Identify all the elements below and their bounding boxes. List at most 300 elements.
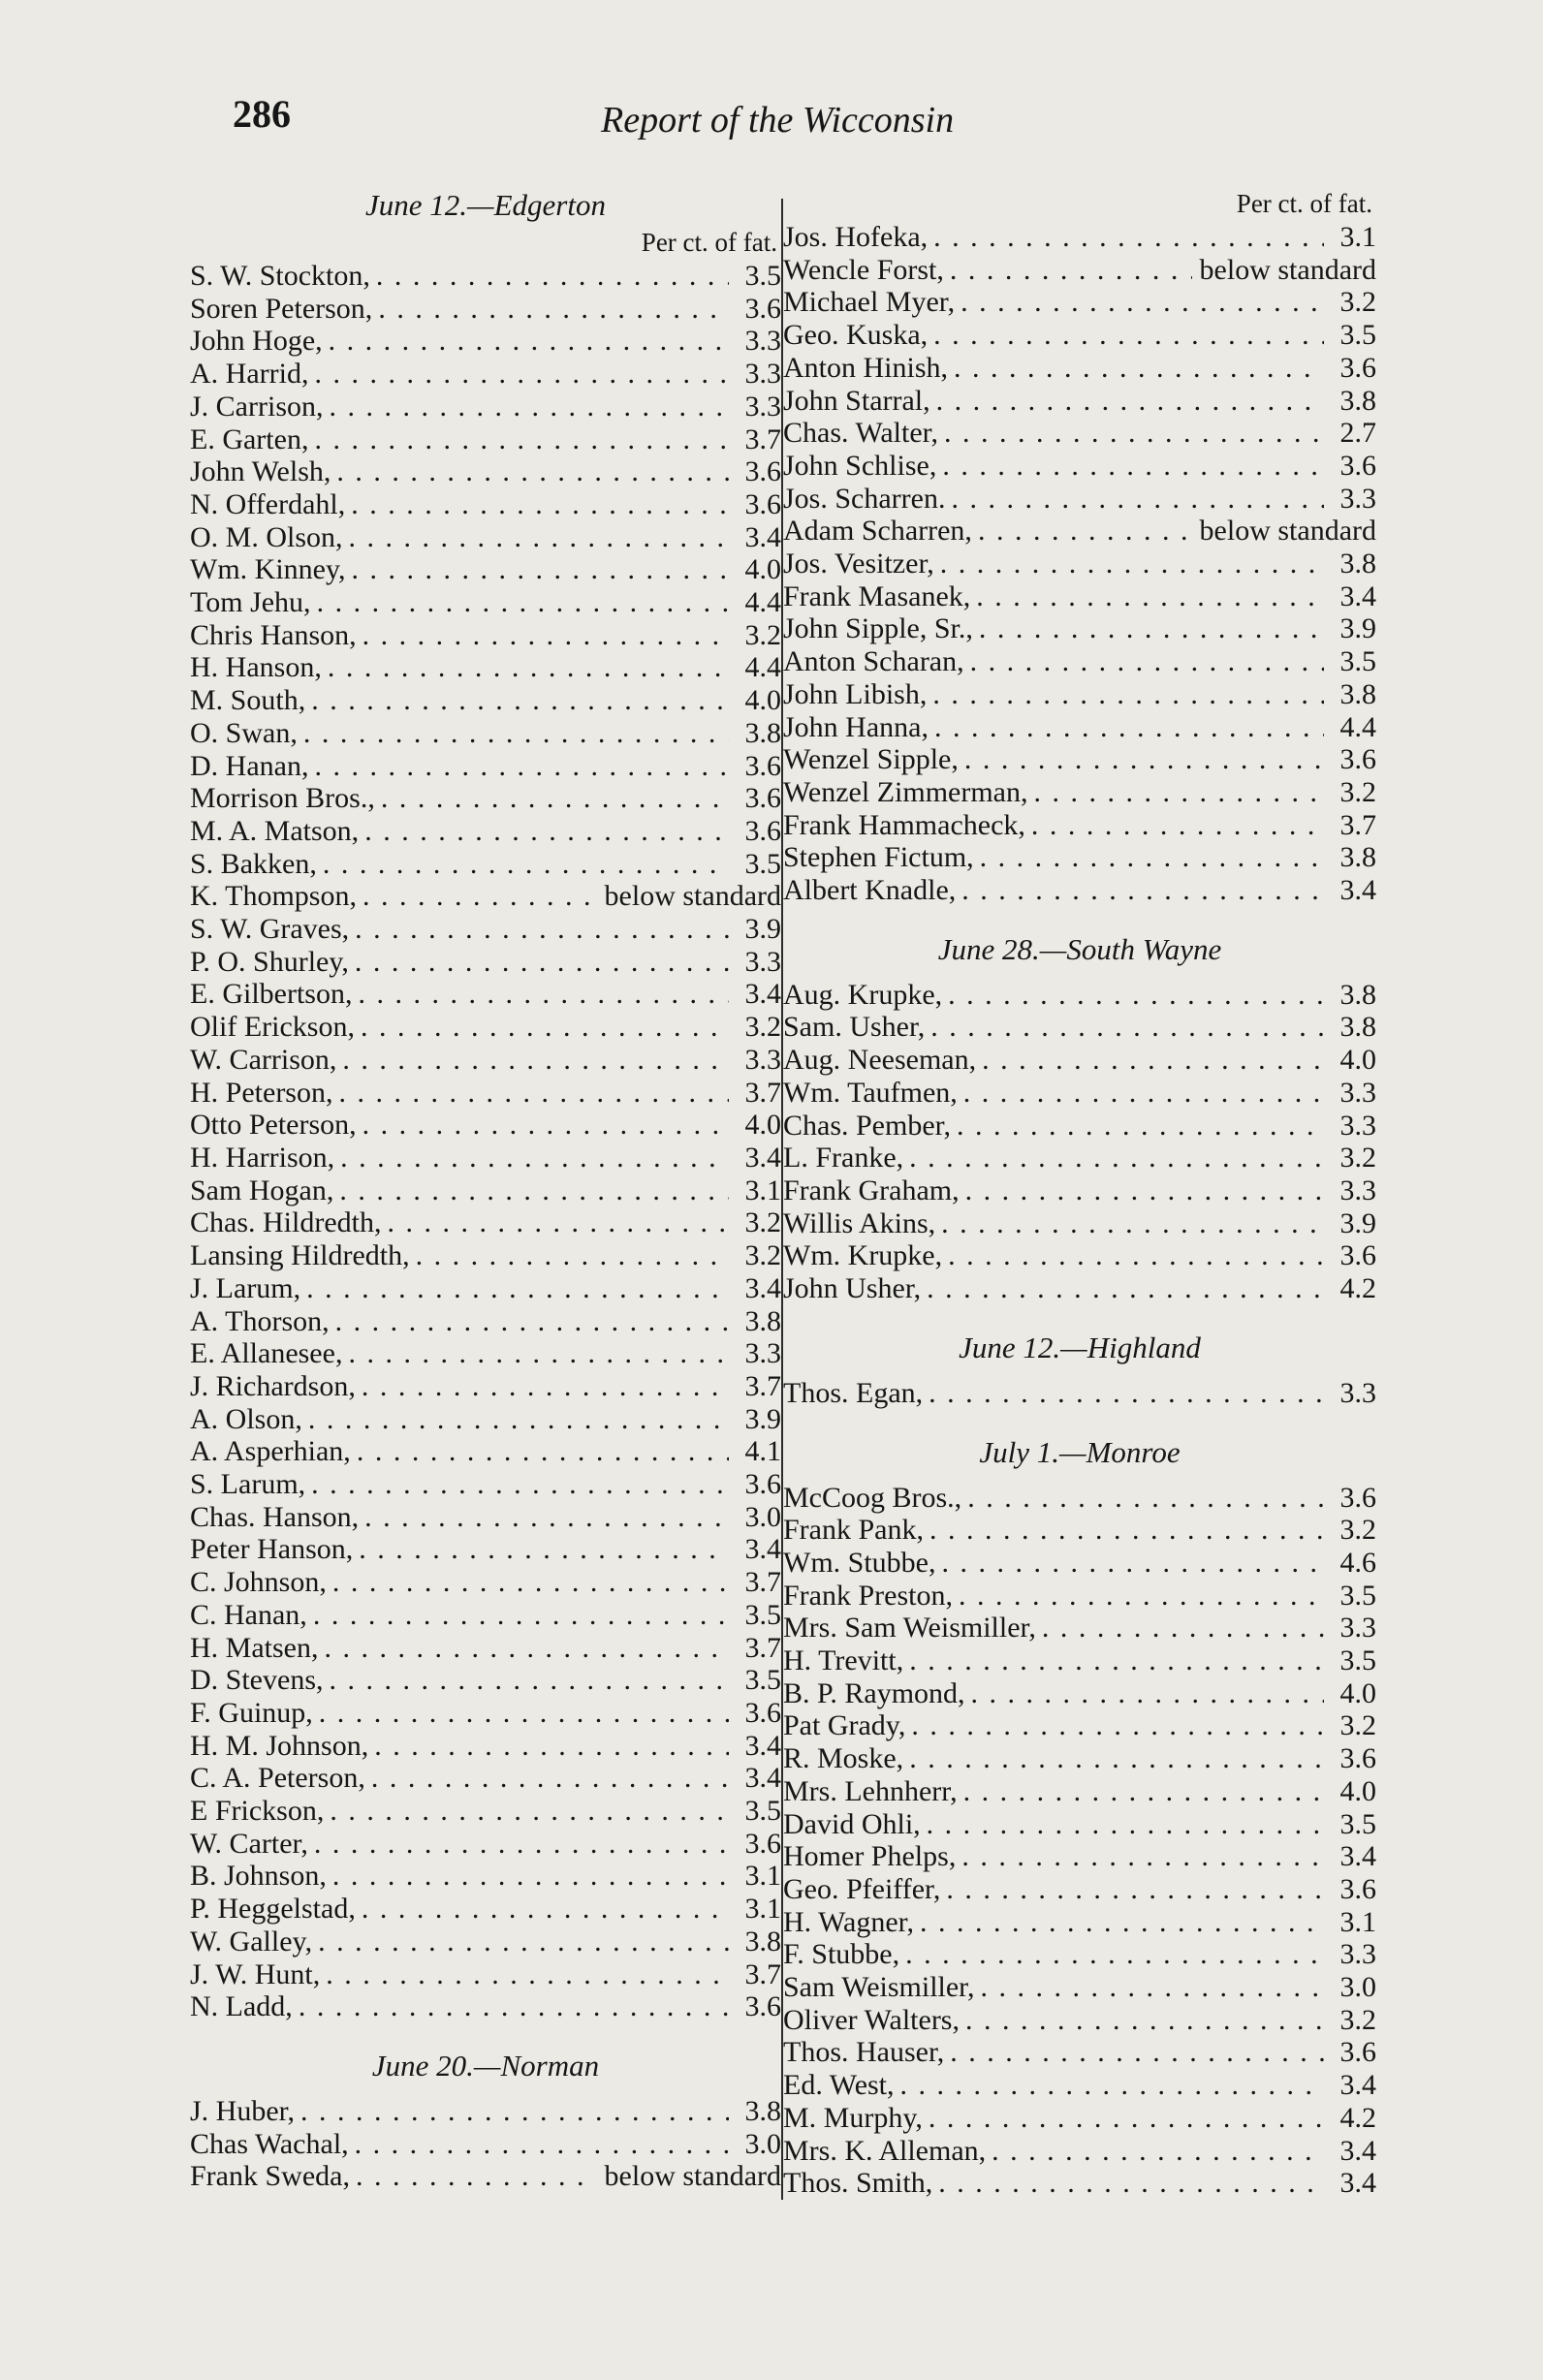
- dot-leader: [963, 1775, 1324, 1808]
- patron-name: O. M. Olson,: [190, 520, 343, 553]
- dot-leader: [376, 260, 729, 293]
- section: [783, 1433, 1376, 2200]
- dot-leader: [934, 711, 1324, 744]
- dot-leader: [1042, 1612, 1324, 1644]
- entry-row: [190, 488, 781, 521]
- dot-leader: [957, 1110, 1324, 1143]
- fat-percent-value: 3.4: [1339, 1840, 1376, 1873]
- fat-percent-value: 3.6: [1339, 351, 1376, 384]
- fat-percent-value: 3.7: [744, 1076, 781, 1109]
- entry-row: [190, 1468, 781, 1501]
- section-title: June 12.—Highland: [959, 1330, 1201, 1364]
- fat-percent-value: 3.3: [744, 358, 781, 391]
- fat-percent-value: 3.8: [1339, 841, 1376, 874]
- fat-percent-value: 4.0: [744, 1109, 781, 1142]
- patron-name: Chas. Pember,: [783, 1109, 951, 1142]
- entry-row: [783, 1077, 1376, 1110]
- dot-leader: [359, 1533, 729, 1566]
- patron-name: Michael Myer,: [783, 286, 956, 319]
- patron-name: C. Hanan,: [190, 1598, 307, 1631]
- entry-row: [190, 1632, 781, 1665]
- fat-percent-value: 3.2: [1339, 2003, 1376, 2036]
- dot-leader: [371, 1762, 729, 1795]
- fat-percent-value: 4.0: [1339, 1044, 1376, 1077]
- fat-percent-value: 3.6: [744, 782, 781, 815]
- entry-row: [783, 1377, 1376, 1410]
- patron-name: Thos. Egan,: [783, 1376, 924, 1409]
- entry-row: [783, 743, 1376, 776]
- dot-leader: [339, 1174, 729, 1207]
- fat-percent-value: 3.2: [744, 1239, 781, 1272]
- patron-name: Thos. Smith,: [783, 2167, 933, 2200]
- patron-name: H. Wagner,: [783, 1905, 914, 1938]
- patron-name: Pat Grady,: [783, 1709, 906, 1742]
- fat-percent-value: 3.3: [744, 325, 781, 358]
- fat-percent-value: below standard: [1199, 253, 1376, 286]
- dot-leader: [936, 385, 1324, 418]
- patron-name: Jos. Scharren.: [783, 482, 946, 515]
- dot-leader: [1031, 809, 1324, 842]
- patron-name: John Starral,: [783, 384, 930, 417]
- entry-row: [783, 1272, 1376, 1305]
- dot-leader: [959, 1580, 1324, 1613]
- patron-name: Wm. Krupke,: [783, 1239, 943, 1272]
- dot-leader: [965, 2004, 1324, 2037]
- entry-row: [190, 358, 781, 391]
- section-title: July 1.—Monroe: [979, 1434, 1181, 1469]
- dot-leader: [971, 1677, 1324, 1710]
- patron-name: J. Richardson,: [190, 1369, 356, 1402]
- dot-leader: [308, 1403, 729, 1436]
- entry-row: [190, 521, 781, 554]
- entry-row: [190, 1011, 781, 1044]
- entry-row: [783, 548, 1376, 580]
- entry-row: [783, 809, 1376, 842]
- patron-name: S. W. Graves,: [190, 913, 350, 946]
- fat-percent-value: 3.5: [744, 1795, 781, 1828]
- patron-name: D. Hanan,: [190, 749, 309, 782]
- fat-percent-value: 3.4: [744, 1533, 781, 1566]
- entry-row: [190, 1828, 781, 1861]
- patron-name: L. Franke,: [783, 1142, 904, 1174]
- dot-leader: [976, 580, 1324, 613]
- dot-leader: [338, 1077, 729, 1110]
- fat-percent-value: 3.7: [1339, 808, 1376, 841]
- patron-name: D. Stevens,: [190, 1664, 324, 1697]
- patron-name: W. Galley,: [190, 1925, 313, 1957]
- dot-leader: [927, 1272, 1324, 1305]
- dot-leader: [930, 1011, 1324, 1044]
- patron-name: Homer Phelps,: [783, 1840, 957, 1873]
- entry-row: [190, 1142, 781, 1174]
- dot-leader: [299, 1990, 729, 2023]
- entry-row: [783, 254, 1376, 287]
- dot-leader: [330, 391, 730, 423]
- patron-name: J. Carrison,: [190, 390, 324, 423]
- section-title: June 20.—Norman: [371, 2048, 600, 2082]
- patron-name: Wencle Forst,: [783, 253, 944, 286]
- dot-leader: [920, 1906, 1324, 1939]
- patron-name: Geo. Pfeiffer,: [783, 1872, 941, 1905]
- patron-name: H. Trevitt,: [783, 1644, 904, 1677]
- patron-name: Chas. Hanson,: [190, 1500, 360, 1533]
- patron-name: Frank Hammacheck,: [783, 808, 1025, 841]
- entry-row: [783, 1906, 1376, 1939]
- patron-name: J. Huber,: [190, 2094, 295, 2127]
- fat-percent-value: 3.0: [1339, 1971, 1376, 2004]
- fat-percent-value: 3.6: [744, 292, 781, 325]
- dot-leader: [938, 2167, 1324, 2200]
- patron-name: Adam Scharren,: [783, 515, 972, 548]
- dot-leader: [900, 2069, 1324, 2102]
- page-header: [0, 91, 1543, 149]
- patron-name: Frank Pank,: [783, 1514, 924, 1547]
- fat-percent-value: 3.2: [1339, 1709, 1376, 1742]
- patron-name: E. Gilbertson,: [190, 978, 353, 1011]
- dot-leader: [946, 1873, 1324, 1906]
- fat-percent-value: 3.3: [744, 945, 781, 978]
- fat-percent-value: 3.1: [744, 1174, 781, 1206]
- section: [783, 930, 1376, 1305]
- entry-row: [190, 1533, 781, 1566]
- patron-name: Olif Erickson,: [190, 1011, 355, 1044]
- patron-name: Wenzel Zimmerman,: [783, 775, 1028, 808]
- fat-percent-value: 3.4: [744, 520, 781, 553]
- dot-leader: [942, 450, 1324, 483]
- entry-row: [190, 978, 781, 1011]
- entry-row: [190, 815, 781, 848]
- dot-leader: [357, 1435, 729, 1468]
- fat-percent-value: 3.5: [1339, 1807, 1376, 1840]
- entry-row: [783, 2069, 1376, 2102]
- patron-name: Tom Jehu,: [190, 586, 311, 619]
- fat-percent-value: 4.0: [1339, 1774, 1376, 1807]
- dot-leader: [1033, 776, 1324, 809]
- entry-row: [190, 1566, 781, 1599]
- dot-leader: [348, 1337, 729, 1370]
- fat-percent-value: 4.2: [1339, 2101, 1376, 2134]
- patron-name: Thos. Hauser,: [783, 2036, 945, 2069]
- dot-leader: [361, 1011, 729, 1044]
- fat-percent-value: 3.5: [744, 1664, 781, 1697]
- entry-row: [190, 1893, 781, 1926]
- fat-percent-value: 3.8: [744, 1304, 781, 1337]
- entry-row: [783, 1011, 1376, 1044]
- entry-row: [783, 1742, 1376, 1775]
- fat-percent-value: 3.3: [1339, 1109, 1376, 1142]
- section: [783, 186, 1376, 907]
- fat-percent-value: 3.6: [1339, 1481, 1376, 1514]
- entry-row: [190, 325, 781, 358]
- entry-row: [783, 979, 1376, 1012]
- dot-leader: [381, 782, 729, 815]
- entry-row: [783, 1709, 1376, 1742]
- fat-percent-value: 3.6: [1339, 743, 1376, 776]
- entry-row: [783, 1239, 1376, 1272]
- dot-leader: [965, 1174, 1324, 1207]
- dot-leader: [352, 553, 729, 586]
- dot-leader: [964, 743, 1324, 776]
- entry-row: [783, 385, 1376, 418]
- dot-leader: [932, 678, 1324, 711]
- entry-row: [783, 1142, 1376, 1174]
- entry-row: [190, 1174, 781, 1207]
- dot-leader: [960, 286, 1324, 319]
- entry-row: [190, 1762, 781, 1795]
- patron-name: S. Larum,: [190, 1468, 306, 1501]
- entry-row: [190, 619, 781, 652]
- patron-name: Jos. Hofeka,: [783, 221, 929, 253]
- patron-name: H. Peterson,: [190, 1076, 333, 1109]
- fat-percent-value: 3.4: [744, 1729, 781, 1762]
- fat-percent-value: 3.8: [1339, 548, 1376, 580]
- entry-row: [783, 711, 1376, 744]
- dot-leader: [342, 1044, 729, 1077]
- patron-name: Wm. Stubbe,: [783, 1546, 936, 1579]
- patron-name: John Sipple, Sr.,: [783, 612, 973, 645]
- patron-name: W. Carrison,: [190, 1043, 337, 1076]
- dot-leader: [362, 1370, 729, 1403]
- dot-leader: [318, 1926, 729, 1958]
- fat-percent-value: 3.5: [744, 1598, 781, 1631]
- patron-name: A. Thorson,: [190, 1304, 330, 1337]
- fat-percent-value: 3.4: [744, 1271, 781, 1304]
- dot-leader: [909, 1742, 1324, 1775]
- fat-percent-value: 3.3: [1339, 1612, 1376, 1644]
- dot-leader: [979, 612, 1324, 645]
- patron-name: Anton Hinish,: [783, 351, 949, 384]
- fat-percent-value: 3.4: [1339, 2134, 1376, 2167]
- patron-name: E. Allanesee,: [190, 1337, 343, 1370]
- left-column: [190, 186, 781, 2193]
- patron-name: S. W. Stockton,: [190, 260, 370, 292]
- entry-row: [190, 1305, 781, 1338]
- fat-percent-value: 3.4: [1339, 874, 1376, 907]
- dot-leader: [948, 979, 1324, 1012]
- fat-percent-value: below standard: [604, 880, 781, 913]
- patron-name: F. Stubbe,: [783, 1938, 900, 1971]
- entry-row: [190, 455, 781, 488]
- entry-row: [783, 2167, 1376, 2200]
- entry-row: [190, 553, 781, 586]
- fat-percent-value: 4.1: [744, 1435, 781, 1468]
- dot-leader: [355, 913, 729, 946]
- fat-percent-value: 3.7: [744, 1369, 781, 1402]
- patron-name: John Welsh,: [190, 455, 331, 488]
- fat-percent-value: 3.4: [744, 1141, 781, 1174]
- fat-percent-value: below standard: [604, 2160, 781, 2193]
- fat-percent-value: 3.6: [1339, 1742, 1376, 1775]
- entry-row: [783, 417, 1376, 450]
- right-column: [783, 186, 1376, 2200]
- dot-leader: [358, 978, 729, 1011]
- entry-row: [783, 1514, 1376, 1547]
- patron-name: Willis Akins,: [783, 1206, 936, 1239]
- entry-row: [190, 2160, 781, 2193]
- patron-name: Aug. Neeseman,: [783, 1044, 977, 1077]
- entry-row: [190, 1109, 781, 1142]
- patron-name: Jos. Vesitzer,: [783, 548, 934, 580]
- entry-row: [190, 1958, 781, 1991]
- entry-row: [190, 1860, 781, 1893]
- entry-row: [190, 1370, 781, 1403]
- entry-row: [783, 1677, 1376, 1710]
- patron-name: Stephen Fictum,: [783, 841, 974, 874]
- patron-name: N. Offerdahl,: [190, 487, 346, 520]
- fat-percent-value: 3.4: [1339, 2069, 1376, 2102]
- patron-name: Anton Scharan,: [783, 645, 964, 678]
- fat-percent-value: 3.6: [744, 749, 781, 782]
- running-title: Report of the Wicconsin: [601, 100, 955, 141]
- fat-percent-value: 3.1: [744, 1893, 781, 1926]
- entry-row: [783, 1938, 1376, 1971]
- dot-leader: [961, 1840, 1324, 1873]
- patron-name: H. Harrison,: [190, 1141, 335, 1174]
- entry-row: [190, 1077, 781, 1110]
- entry-row: [190, 717, 781, 750]
- patron-name: Wm. Taufmen,: [783, 1076, 958, 1109]
- entry-row: [190, 782, 781, 815]
- patron-name: P. Heggelstad,: [190, 1893, 356, 1926]
- fat-percent-value: 4.6: [1339, 1546, 1376, 1579]
- fat-percent-value: 3.2: [1339, 1514, 1376, 1547]
- entry-row: [190, 1206, 781, 1239]
- fat-percent-value: below standard: [1199, 515, 1376, 548]
- entry-row: [783, 874, 1376, 907]
- dot-leader: [336, 455, 729, 488]
- fat-percent-value: 3.6: [744, 487, 781, 520]
- fat-percent-value: 3.6: [1339, 1239, 1376, 1272]
- entry-row: [190, 1501, 781, 1534]
- patron-name: A. Olson,: [190, 1402, 302, 1435]
- fat-percent-value: 3.9: [744, 913, 781, 946]
- entry-row: [783, 1482, 1376, 1515]
- dot-leader: [351, 488, 729, 521]
- fat-percent-value: 3.8: [744, 2094, 781, 2127]
- dot-leader: [311, 1468, 729, 1501]
- patron-name: Aug. Krupke,: [783, 978, 943, 1011]
- fat-percent-value: 4.0: [744, 684, 781, 717]
- section: [190, 2047, 781, 2193]
- entry-row: [783, 678, 1376, 711]
- fat-percent-value: 3.0: [744, 2127, 781, 2160]
- fat-percent-value: 4.2: [1339, 1272, 1376, 1305]
- fat-percent-value: 3.5: [1339, 1579, 1376, 1612]
- fat-percent-value: 3.3: [744, 390, 781, 423]
- dot-leader: [364, 1501, 729, 1534]
- patron-name: Sam Hogan,: [190, 1174, 334, 1206]
- section-title: June 12.—Edgerton: [365, 188, 606, 222]
- entry-row: [190, 913, 781, 946]
- entry-row: [783, 1873, 1376, 1906]
- entry-row: [190, 1403, 781, 1436]
- dot-leader: [311, 684, 729, 717]
- patron-name: John Usher,: [783, 1272, 922, 1305]
- patron-name: B. Johnson,: [190, 1860, 327, 1893]
- dot-leader: [941, 1207, 1324, 1240]
- dot-leader: [330, 1795, 729, 1828]
- entry-row: [190, 1664, 781, 1697]
- entry-row: [783, 515, 1376, 548]
- patron-name: E Frickson,: [190, 1795, 325, 1828]
- entry-row: [783, 1207, 1376, 1240]
- dot-leader: [314, 358, 729, 391]
- entry-row: [190, 1337, 781, 1370]
- dot-leader: [340, 1142, 729, 1174]
- entry-row: [783, 1547, 1376, 1580]
- entry-row: [190, 1730, 781, 1763]
- dot-leader: [940, 548, 1324, 580]
- patron-name: Otto Peterson,: [190, 1109, 357, 1142]
- dot-leader: [314, 1828, 729, 1861]
- dot-leader: [980, 841, 1324, 874]
- dot-leader: [909, 1142, 1324, 1174]
- dot-leader: [992, 2135, 1324, 2168]
- dot-leader: [933, 319, 1324, 352]
- fat-percent-value: 3.9: [1339, 1206, 1376, 1239]
- page-number: 286: [233, 92, 291, 136]
- entry-row: [783, 776, 1376, 809]
- fat-percent-value: 3.3: [1339, 1174, 1376, 1206]
- fat-percent-value: 3.8: [1339, 978, 1376, 1011]
- section: [190, 186, 781, 2023]
- patron-name: A. Harrid,: [190, 358, 309, 391]
- dot-leader: [980, 1971, 1324, 2004]
- entry-row: [783, 221, 1376, 254]
- fat-percent-value: 3.3: [1339, 1376, 1376, 1409]
- patron-name: Frank Graham,: [783, 1174, 960, 1206]
- patron-name: Frank Preston,: [783, 1579, 953, 1612]
- dot-leader: [948, 1239, 1324, 1272]
- entry-row: [190, 2095, 781, 2128]
- fat-percent-value: 3.6: [744, 1990, 781, 2023]
- patron-name: M. A. Matson,: [190, 814, 360, 847]
- patron-name: S. Bakken,: [190, 847, 317, 880]
- fat-percent-value: 4.4: [1339, 710, 1376, 743]
- dot-leader: [330, 1664, 730, 1697]
- dot-leader: [951, 483, 1324, 516]
- dot-leader: [929, 1514, 1324, 1547]
- patron-name: B. P. Raymond,: [783, 1676, 965, 1709]
- entry-row: [190, 946, 781, 979]
- column-unit-label: Per ct. of fat.: [1236, 189, 1372, 218]
- patron-name: Soren Peterson,: [190, 292, 373, 325]
- dot-leader: [378, 293, 729, 326]
- dot-leader: [314, 750, 729, 783]
- dot-leader: [905, 1938, 1324, 1971]
- fat-percent-value: 3.3: [744, 1337, 781, 1370]
- dot-leader: [362, 619, 729, 652]
- dot-leader: [950, 254, 1192, 287]
- patron-name: W. Carter,: [190, 1827, 308, 1860]
- patron-name: Albert Knadle,: [783, 874, 957, 907]
- patron-name: Ed. West,: [783, 2069, 895, 2102]
- fat-percent-value: 3.5: [1339, 319, 1376, 352]
- fat-percent-value: 3.8: [744, 1925, 781, 1957]
- fat-percent-value: 3.2: [744, 618, 781, 651]
- dot-leader: [929, 1377, 1324, 1410]
- entry-row: [783, 841, 1376, 874]
- patron-name: H. Hanson,: [190, 651, 322, 684]
- dot-leader: [927, 1808, 1324, 1841]
- entry-row: [190, 880, 781, 913]
- dot-leader: [364, 815, 729, 848]
- fat-percent-value: 3.8: [1339, 1011, 1376, 1044]
- dot-leader: [942, 1547, 1325, 1580]
- entry-row: [190, 1435, 781, 1468]
- patron-name: K. Thompson,: [190, 880, 357, 913]
- dot-leader: [326, 1958, 729, 1991]
